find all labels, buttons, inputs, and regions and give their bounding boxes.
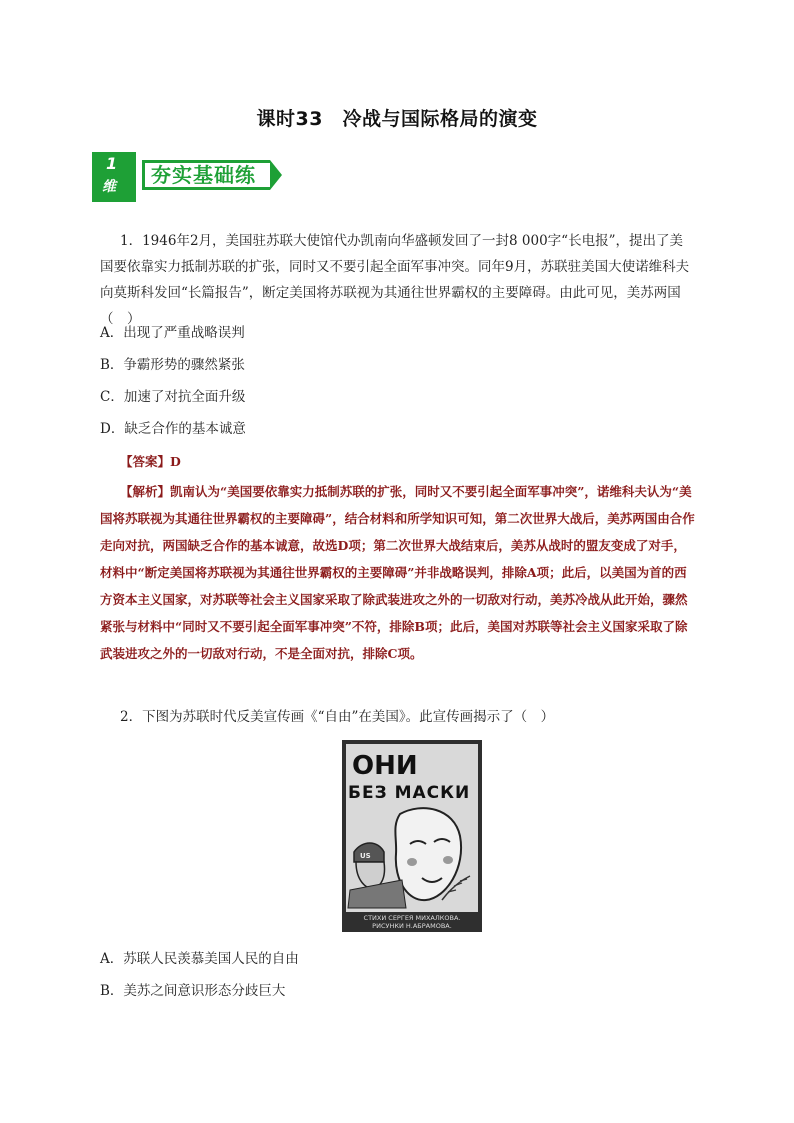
propaganda-poster-image [342,740,482,932]
question-1-option-d: D．缺乏合作的基本诚意 [100,421,246,437]
question-1-answer: 【答案】D [120,454,181,469]
poster-credit-1: СТИХИ СЕРГЕЯ МИХАЛКОВА. [363,914,461,922]
helmet-text: US [360,852,371,860]
question-1-option-c: C．加速了对抗全面升级 [100,389,246,405]
question-1-option-a: A．出现了严重战略误判 [100,325,245,341]
question-2-stem: 2．下图为苏联时代反美宣传画《“自由”在美国》。此宣传画揭示了（ ） [120,709,555,725]
banner-arrow-icon [270,160,282,190]
question-1-explanation: 【解析】凯南认为“美国要依靠实力抵制苏联的扩张，同时又不要引起全面军事冲突”，诺维科夫认为“美国将苏联视为其通往世界霸权的主要障碍”，结合材料和所学知识可知，第二次世界大战后，美苏两国由合作走向对抗，两国缺乏合作的基本诚意，故选D项；第二次世界大战结束后，美苏从战时的盟友变成了对手，材料中“断定美国将苏联视为其通往世界霸权的主要障碍”并非战略误判，排除A项；此后，以美国为首的西方资本主义国家，对苏联等社会主义国家采取了除武装进攻之外的一切敌对行动，美苏冷战从此开始，骤然紧张与材料中“同时又不要引起全面军事冲突”不符，排除B项；此后，美国对苏联等社会主义国家采取了除武装进攻之外的一切敌对行动，不是全面对抗，排除C项。 [100,484,695,661]
question-2-option-b: B．美苏之间意识形态分歧巨大 [100,983,286,999]
question-1-stem: 1．1946年2月，美国驻苏联大使馆代办凯南向华盛顿发回了一封8 000字“长电报”，提出了美国要依靠实力抵制苏联的扩张，同时又不要引起全面军事冲突。同年9月，苏联驻美国大使诺维科夫向莫斯科发回“长篇报告”，断定美国将苏联视为其通往世界霸权的主要障碍。由此可见，美苏两国（ ） [100,233,690,327]
level-badge [92,152,136,202]
section-label: 夯实基础练 [142,160,270,190]
question-2-option-a: A．苏联人民羡慕美国人民的自由 [100,951,299,967]
poster-headline-1: ОНИ [352,751,418,781]
section-banner [92,152,288,202]
poster-headline-2: БЕЗ МАСКИ [348,783,471,803]
level-unit: 维 [102,179,116,195]
level-number: 1 [106,154,118,173]
question-1-option-b: B．争霸形势的骤然紧张 [100,357,245,373]
poster-credit-2: РИСУНКИ Н.АБРАМОВА. [372,922,452,930]
page-title: 课时33 冷战与国际格局的演变 [256,108,538,130]
